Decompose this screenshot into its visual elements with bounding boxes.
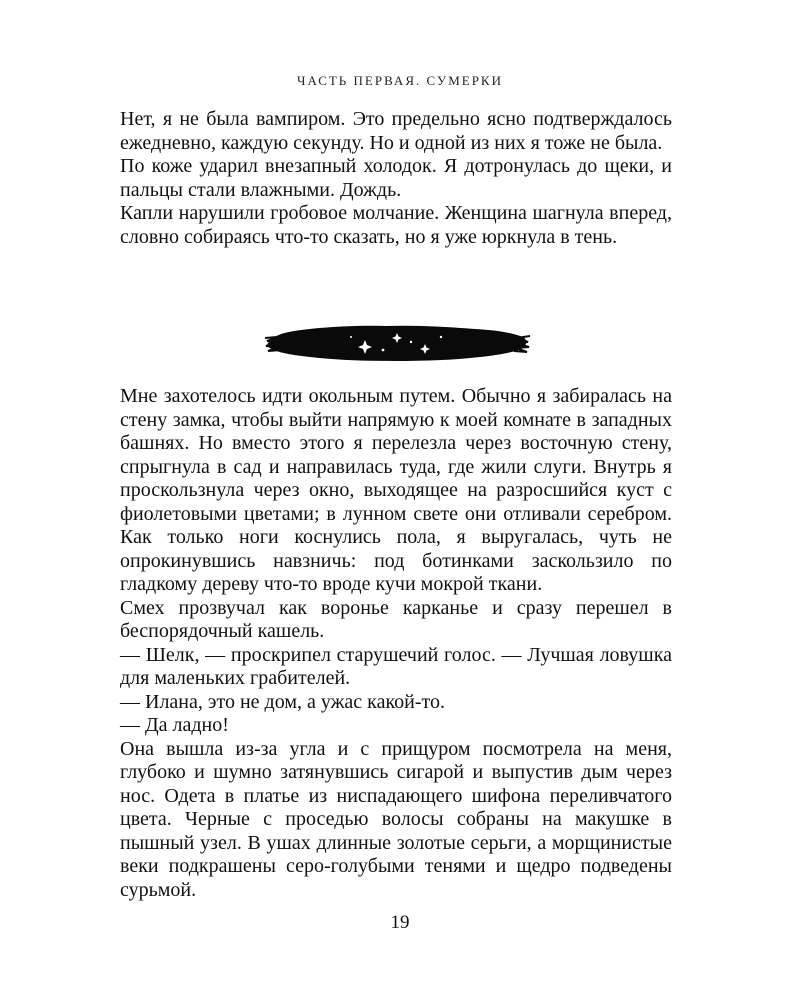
page-number: 19 (390, 912, 410, 933)
running-head: ЧАСТЬ ПЕРВАЯ. СУМЕРКИ (297, 73, 503, 88)
star-dot (350, 336, 352, 338)
star-dot (440, 336, 442, 338)
text-section-1 (120, 108, 672, 249)
paragraph: Капли нарушили гробовое молчание. Женщина шагнула вперед, словно собираясь что-то сказать, но я уже юркнула в тень. (120, 202, 672, 248)
paragraph: Смех прозвучал как воронье карканье и сразу перешел в беспорядочный кашель. (120, 596, 672, 642)
paragraph: По коже ударил внезапный холодок. Я дотронулась до щеки, и пальцы стали влажными. Дождь. (120, 155, 672, 201)
dialogue-line: — Шелк, — проскрипел старушечий голос. — Лучшая ловушка для маленьких грабителей. (120, 643, 672, 689)
brushstroke-shape (267, 326, 526, 361)
dialogue-line: — Илана, это не дом, а ужас какой-то. (120, 690, 445, 713)
paragraph: Мне захотелось идти окольным путем. Обычно я забиралась на стену замка, чтобы выйти напрямую к моей комнате в западных башнях. Но вместо этого я перелезла через восточную стену, спрыгнула в сад и направилась туда, где жили слуги. Внутрь я проскользнула через окно, выходящее на разросшийся куст с фиолетовыми цветами; в лунном свете они отливали серебром. Как только ноги коснулись пола, я выругалась, чуть не опрокинувшись навзничь: под ботинками заскользило по гладкому дереву что-то вроде кучи мокрой ткани. (120, 385, 672, 595)
dialogue-line: — Да ладно! (120, 714, 229, 736)
paragraph: Нет, я не была вампиром. Это предельно ясно подтверждалось ежедневно, каждую секунду. Но и одной из них я тоже не была. (120, 108, 672, 154)
star-dot (382, 349, 385, 352)
paragraph: Она вышла из-за угла и с прищуром посмотрела на меня, глубоко и шумно затянувшись сигарой и выпустив дым через нос. Одета в платье из ниспадающего шифона переливчатого цвета. Черные с проседью волосы собраны на макушке в пышный узел. В ушах длинные золотые серьги, а морщинистые веки подкрашены серо-голубыми тенями и щедро подведены сурьмой. (120, 737, 672, 901)
text-section-2 (120, 385, 672, 902)
star-dot (410, 341, 412, 343)
starry-brushstroke-icon (265, 320, 530, 366)
